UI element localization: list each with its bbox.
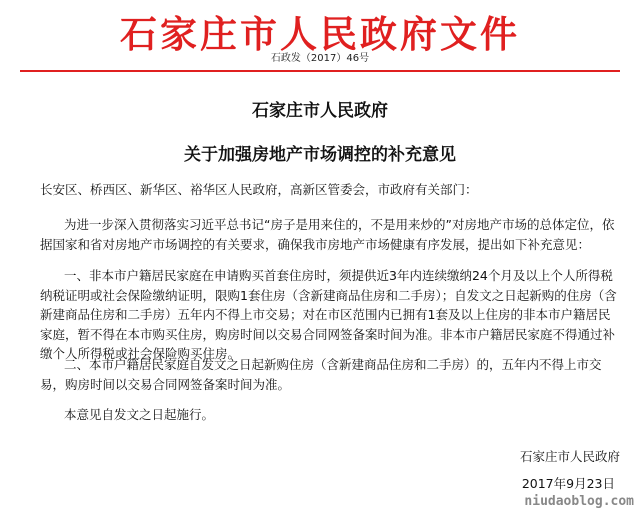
subject-heading: 关于加强房地产市场调控的补充意见 — [184, 145, 456, 165]
body-paragraph-item-1: 一、非本市户籍居民家庭在申请购买首套住房时，须提供近3年内连续缴纳24个月及以上个人所得税纳税证明或社会保险缴纳证明，限购1套住房（含新建商品住房和二手房）；自发文之日起新购的住房（含新建商品住房和二手房）五年内不得上市交易；对在市区范围内已拥有1套及以上住房的非本市户籍居民家庭，暂不得在本市购买住房，购房时间以交易合同网签备案时间为准。非本市户籍居民家庭不得通过补缴个人所得税或社会保险购买住房。 — [40, 268, 617, 361]
signature-organization: 石家庄市人民政府 — [519, 449, 620, 464]
document-header-title: 石家庄市人民政府文件 — [120, 12, 520, 56]
body-paragraph-item-2: 二、本市户籍居民家庭自发文之日起新购住房（含新建商品住房和二手房）的，五年内不得上市交易，购房时间以交易合同网签备案时间为准。 — [40, 357, 602, 392]
document-number: 石政发（2017）46号 — [270, 53, 370, 64]
body-paragraph-intro: 为进一步深入贯彻落实习近平总书记“房子是用来住的，不是用来炒的”对房地产市场的总体定位，依据国家和省对房地产市场调控的有关要求，确保我市房地产市场健康有序发展，提出如下补充意见： — [40, 217, 615, 252]
red-divider-line — [20, 70, 620, 72]
body-paragraph-effective: 本意见自发文之日起施行。 — [64, 407, 215, 422]
recipients-line: 长安区、桥西区、新华区、裕华区人民政府，高新区管委会，市政府有关部门： — [40, 182, 478, 197]
issuer-heading: 石家庄市人民政府 — [252, 101, 388, 121]
signature-date: 2017年9月23日 — [521, 476, 615, 491]
site-watermark: niudaoblog.com — [524, 494, 634, 509]
